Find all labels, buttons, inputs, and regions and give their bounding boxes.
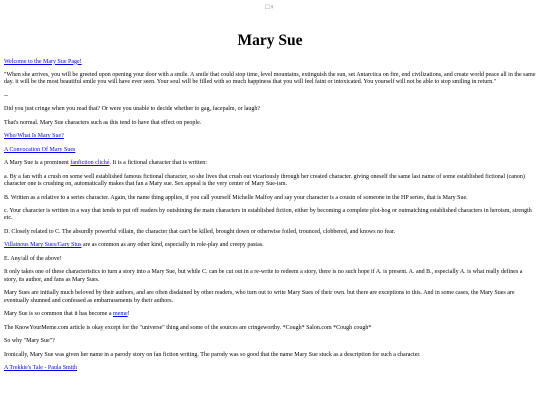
normal-paragraph: That's normal. Mary Sue characters such as this tend to have that effect on people.	[4, 119, 202, 126]
convocation-link[interactable]: A Convocation Of Mary Sues	[4, 146, 76, 153]
cringe-paragraph: Did you just cringe when you read that? Or were you unable to decide whether to gag, facepalm, or laugh?	[4, 106, 261, 113]
broken-image-icon: □♀	[265, 3, 275, 11]
page-title: Mary Sue	[237, 32, 303, 49]
definition-text-before: A Mary Sue is a prominent	[4, 160, 71, 167]
welcome-paragraph	[4, 59, 536, 66]
separator: --	[4, 92, 8, 99]
list-item-b: B. Written as a relative to a series character. Again, the name thing applies, if you call yourself Michelle Malfoy and say your character is a cousin of someone in the HP series, that is Mary Sue.	[4, 194, 468, 201]
meme-text-after: !	[127, 311, 130, 318]
list-item-d: D. Closely related to C. The absurdly powerful villain, the character that can't be killed, brought down or otherwise foiled, trounced, clobbered, and knows no fear.	[4, 228, 396, 235]
meme-paragraph	[4, 311, 536, 318]
villainous-link[interactable]: Villainous Mary Sues/Gary Stus	[4, 242, 82, 249]
meme-text-before: Mary Sue is so common that it has become a	[4, 311, 113, 318]
list-item-c: c. Your character is written in a way that tends to put off readers by outshining the main characters in established fiction, either by becoming a complete plot-hog or outmatching established characters in heroism, strength etc.	[4, 208, 532, 222]
knowyourmeme-paragraph: The KnowYourMeme.com article is okay except for the "universe" thing and some of the sources are cringeworthy. *Cough* Salon.com *Cough cough*	[4, 324, 372, 331]
villainous-paragraph	[4, 242, 536, 249]
welcome-link[interactable]: Welcome to the Mary Sue Page!	[4, 58, 82, 65]
beloved-paragraph: Mary Sues are initially much beloved by their authors, and are often disdained by other readers, who turn out to write Mary Sues of their own. but there are exceptions to this. And in some cases, the Mary Sues are eventually shunned and confessed as embarrassments by their authors.	[4, 290, 515, 304]
list-item-a: a. By a fan with a crush on some well established famous fictional character, so she lives that crush out vicariously through her created character. giving oneself the same last name of some established fictional (canon) character one is crushing on, automatically makes that fan a Mary sue. Sex appeal is the very center of Mary Sue-ism.	[4, 173, 525, 188]
why-paragraph: So why "Mary Sue"?	[4, 338, 55, 345]
definition-text-after: . It is a fictional character that is written:	[109, 160, 207, 167]
meme-link[interactable]: meme	[112, 311, 128, 318]
list-item-e: E. Any/all of the above!	[4, 255, 62, 262]
ironic-paragraph: Ironically, Mary Sue was given her name in a parody story on fan fiction writing. The parody was so good that the name Mary Sue stuck as a description for such a character.	[4, 351, 421, 358]
definition-paragraph	[4, 160, 536, 167]
only-takes-paragraph: It only takes one of these characteristics to turn a story into a Mary Sue, but while C. can be cut out in a re-write to redeem a story, there is no such hope if A. is present. A. and B., especially A. is what really defines a story, its author, and fans as Mary Sues.	[4, 269, 523, 283]
who-paragraph	[4, 133, 536, 140]
opening-quote: "When she arrives, you will be greeted upon opening your door with a smile. A smile that could stop time, level mountains, extinguish the sun, set Antarctica on fire, end civilizations, and create world peace all in the same day. it will be the most beautiful smile you will have ever seen. Your soul will be filled with so much happiness that you will feel faint or intoxicated. You yourself will not be able to stop smiling in return."	[4, 72, 536, 86]
trekkies-tale-link[interactable]: A Trekkie's Tale - Paula Smith	[4, 365, 78, 372]
convocation-paragraph	[4, 147, 536, 154]
trekkie-paragraph	[4, 365, 536, 372]
who-what-link[interactable]: Who/What Is Mary Sue?	[4, 133, 64, 140]
villainous-text: are as common as any other kind, especially in role-play and creepy pastas.	[81, 242, 264, 249]
fanfiction-cliche-link[interactable]: fanfiction cliché	[70, 160, 110, 167]
